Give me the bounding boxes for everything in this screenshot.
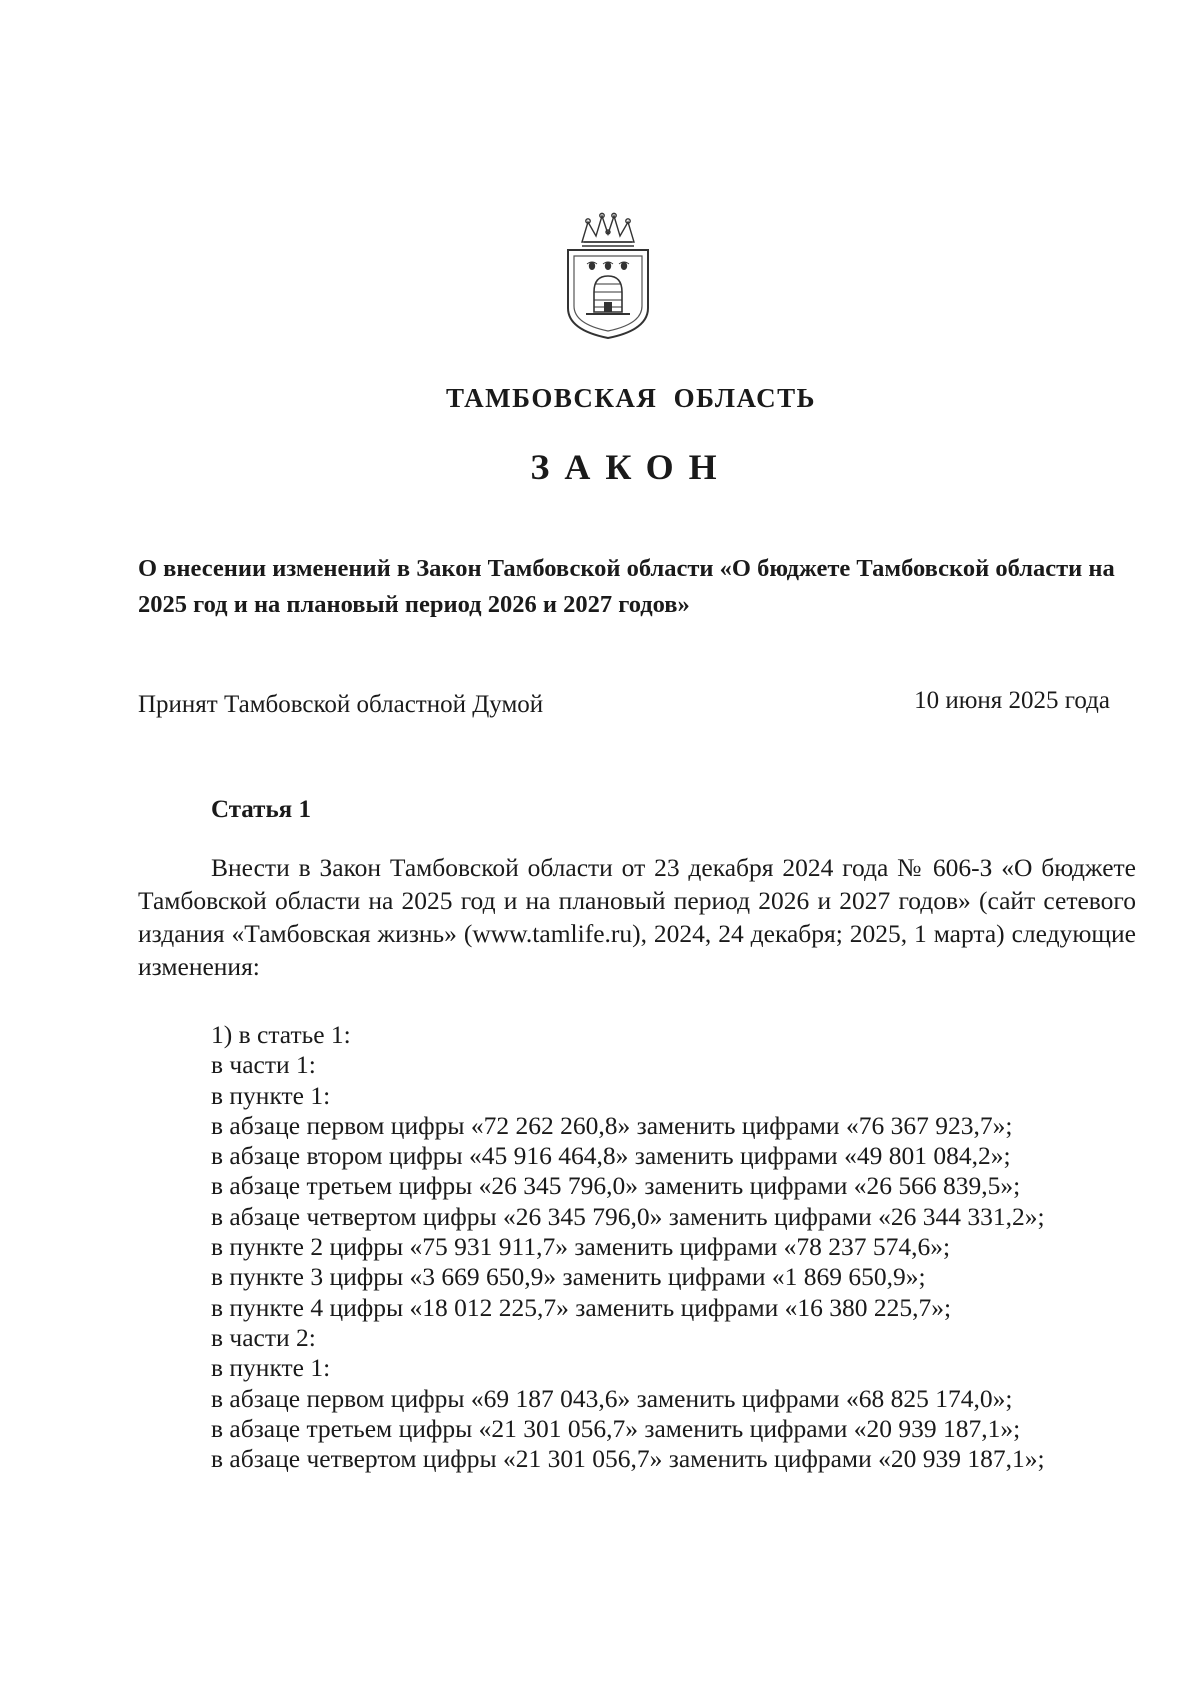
adopted-by: Принят Тамбовской областной Думой — [138, 691, 544, 718]
list-item: в абзаце третьем цифры «21 301 056,7» заменить цифрами «20 939 187,1»; — [211, 1413, 1021, 1443]
list-item: в пункте 3 цифры «3 669 650,9» заменить цифрами «1 869 650,9»; — [211, 1262, 926, 1292]
list-item: в пункте 2 цифры «75 931 911,7» заменить цифрами «78 237 574,6»; — [211, 1232, 951, 1262]
list-item: в абзаце первом цифры «72 262 260,8» заменить цифрами «76 367 923,7»; — [211, 1110, 1013, 1140]
law-title: О внесении изменений в Закон Тамбовской области «О бюджете Тамбовской области на 2025 год и на плановый период 2026 и 2027 годов» — [138, 555, 1115, 618]
list-item: 1) в статье 1: — [211, 1020, 351, 1049]
article-heading: Статья 1 — [211, 796, 311, 823]
region-name: ТАМБОВСКАЯ ОБЛАСТЬ — [446, 383, 816, 413]
list-item: в абзаце четвертом цифры «26 345 796,0» заменить цифрами «26 344 331,2»; — [211, 1201, 1045, 1231]
list-item: в абзаце первом цифры «69 187 043,6» заменить цифрами «68 825 174,0»; — [211, 1383, 1013, 1413]
article-intro: Внести в Закон Тамбовской области от 23 декабря 2024 года № 606-З «О бюджете Тамбовской области на 2025 год и на плановый период 2026 и 2027 годов» (сайт сетевого издания «Тамбовская жизнь» (www.tamlife.ru), 2024, 24 декабря; 2025, 1 марта) следующие изменения: — [138, 853, 1136, 981]
amendment-list — [138, 1020, 1136, 1474]
document-type: ЗАКОН — [530, 447, 732, 487]
list-item: в абзаце втором цифры «45 916 464,8» заменить цифрами «49 801 084,2»; — [211, 1141, 1011, 1171]
list-item: в части 1: — [211, 1050, 316, 1080]
list-item: в пункте 1: — [211, 1080, 331, 1110]
tambov-coat-of-arms-icon — [560, 212, 656, 342]
list-item: в абзаце четвертом цифры «21 301 056,7» заменить цифрами «20 939 187,1»; — [211, 1444, 1045, 1474]
list-item: в пункте 4 цифры «18 012 225,7» заменить цифрами «16 380 225,7»; — [211, 1292, 952, 1322]
list-item: в пункте 1: — [211, 1353, 331, 1383]
list-item: в части 2: — [211, 1322, 316, 1352]
adoption-date: 10 июня 2025 года — [914, 687, 1110, 714]
list-item: в абзаце третьем цифры «26 345 796,0» заменить цифрами «26 566 839,5»; — [211, 1171, 1021, 1201]
